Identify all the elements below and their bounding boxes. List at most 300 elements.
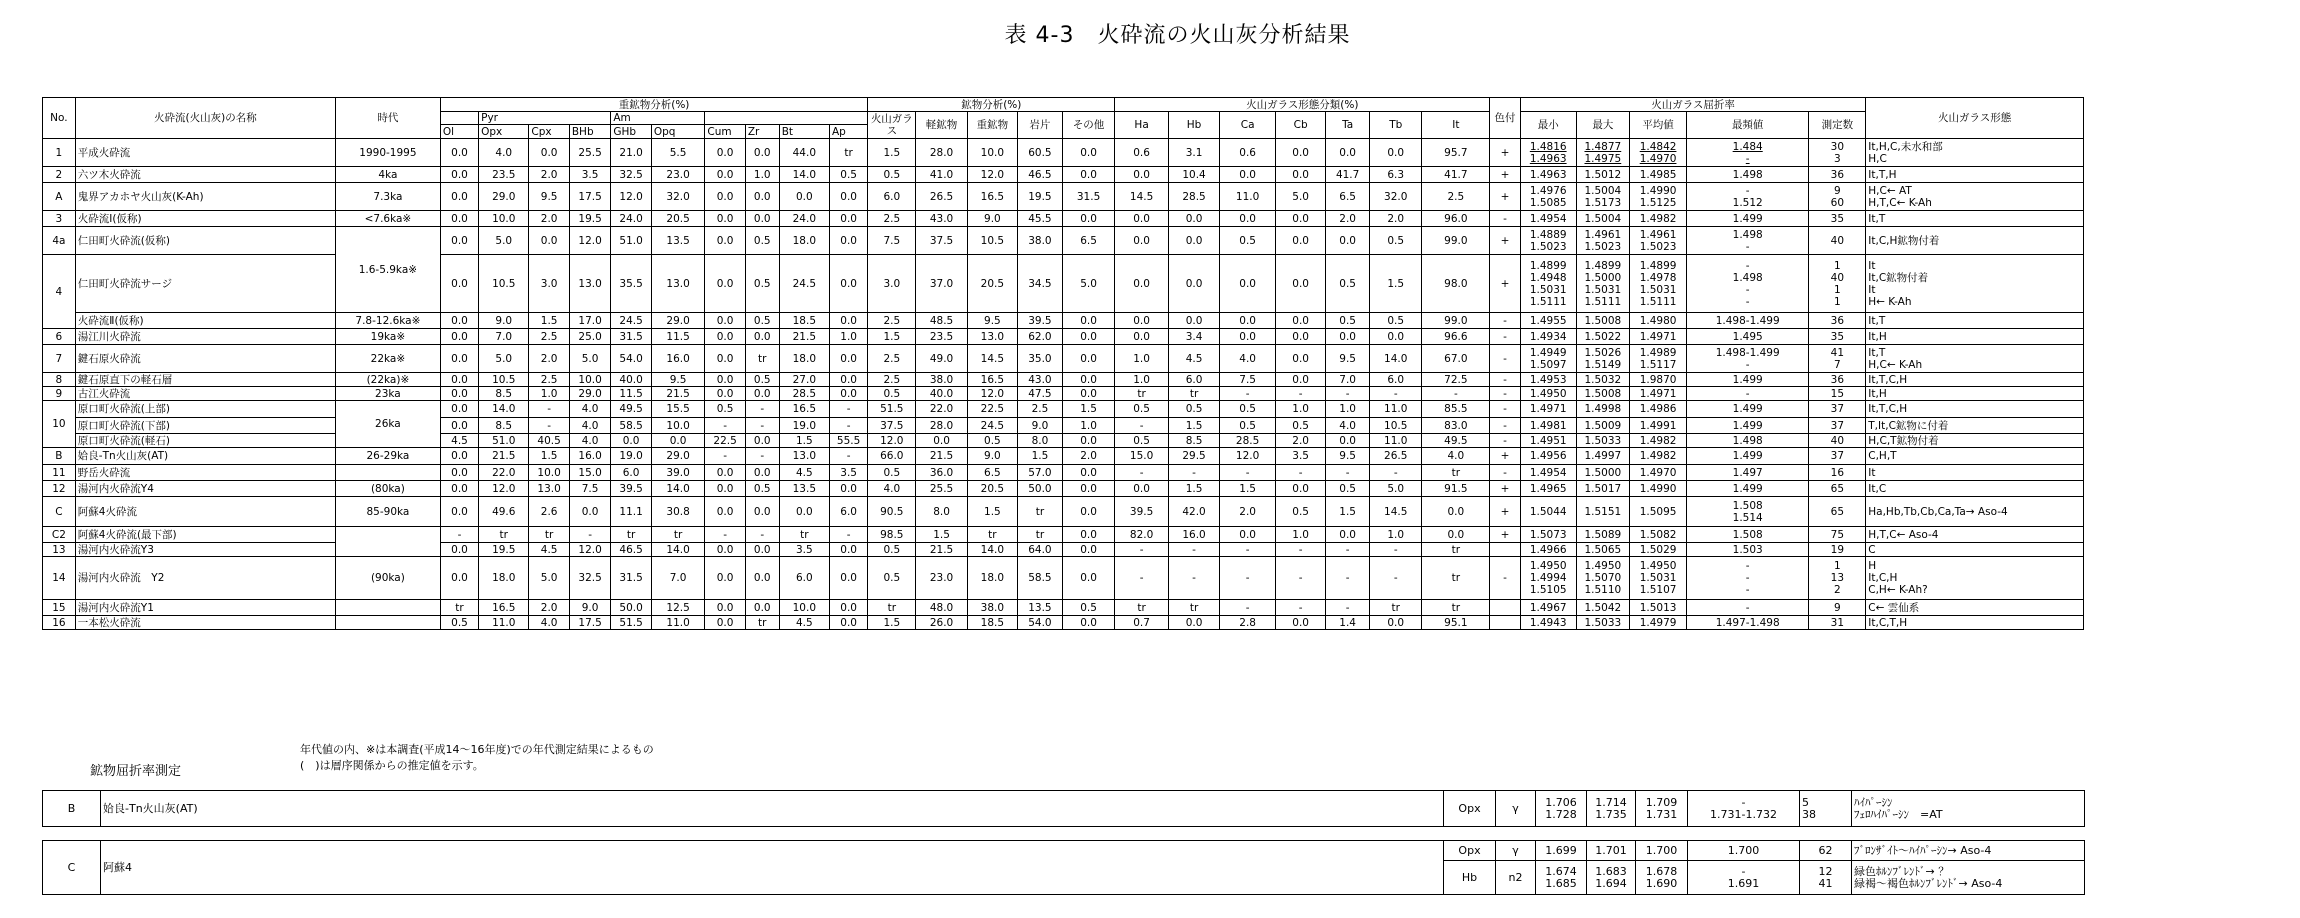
glass-value: 0.5 [1276, 418, 1326, 434]
refr-max: 1.5008 [1576, 313, 1630, 329]
glass-value: 0.5 [1220, 418, 1276, 434]
row-no: B [43, 448, 76, 465]
row-no: 9 [43, 387, 76, 401]
refr-avg: 1.4990 [1630, 481, 1687, 497]
glass-value: 0.0 [1220, 211, 1276, 227]
glass-value: 0.0 [1168, 616, 1219, 630]
color-sign: - [1490, 211, 1521, 227]
glass-shape: T,It,C鉱物に付着 [1866, 418, 2084, 434]
glass-value: 0.0 [1326, 139, 1370, 167]
mineral-value: 0.0 [1062, 465, 1114, 481]
row-no: 13 [43, 543, 76, 557]
row-no: 4a [43, 227, 76, 255]
glass-value: - [1115, 557, 1169, 600]
mineral-value: 0.0 [1062, 616, 1114, 630]
color-sign: - [1490, 345, 1521, 373]
heavy-value: 4.5 [779, 465, 829, 481]
glass-value: 29.5 [1168, 448, 1219, 465]
heavy-value: tr [651, 527, 705, 543]
heavy-value: 0.0 [705, 167, 745, 183]
heavy-value: 0.0 [440, 373, 478, 387]
mineral-value: 10.5 [967, 227, 1017, 255]
glass-value: 0.5 [1276, 497, 1326, 527]
row-name: 阿蘇4火砕流 [75, 497, 335, 527]
glass-value: 6.5 [1326, 183, 1370, 211]
header-it: It [1422, 112, 1490, 139]
mineral-value: 16.5 [967, 183, 1017, 211]
refr-mode: 1.498 [1686, 434, 1808, 448]
mineral-value: 64.0 [1018, 543, 1063, 557]
mineral-value: 40.0 [916, 387, 967, 401]
mineral-value: 0.0 [1062, 211, 1114, 227]
row-name: 原口町火砕流(下部) [75, 418, 335, 434]
heavy-value: 9.5 [651, 373, 705, 387]
heavy-value: 7.0 [651, 557, 705, 600]
header-glass-form: 火山ガラス形態分類(%) [1115, 98, 1490, 112]
glass-value: 0.5 [1115, 401, 1169, 418]
row-age: 4ka [335, 167, 440, 183]
row-no: 2 [43, 167, 76, 183]
heavy-value: - [440, 527, 478, 543]
heavy-value: 0.0 [440, 167, 478, 183]
heavy-value: 0.0 [829, 543, 867, 557]
glass-value: 0.0 [1168, 313, 1219, 329]
row-no: 14 [43, 557, 76, 600]
mineral-value: 2.0 [1062, 448, 1114, 465]
table-row [43, 616, 2084, 630]
glass-value: 5.0 [1370, 481, 1422, 497]
mineral-value: 0.5 [967, 434, 1017, 448]
header-ha: Ha [1115, 112, 1169, 139]
glass-value: 0.0 [1115, 255, 1169, 313]
heavy-value: 6.0 [779, 557, 829, 600]
glass-value: - [1276, 557, 1326, 600]
heavy-value: 8.5 [479, 387, 529, 401]
heavy-value: 0.0 [705, 345, 745, 373]
refr-avg: 1.9870 [1630, 373, 1687, 387]
heavy-value: 13.0 [651, 255, 705, 313]
mineral-value: 0.5 [868, 543, 916, 557]
glass-value: 2.5 [1422, 183, 1490, 211]
color-sign: - [1490, 557, 1521, 600]
table-body [43, 139, 2084, 630]
heavy-value: 0.0 [829, 255, 867, 313]
mineral-value: 19.5 [1018, 183, 1063, 211]
mineral-value: 7.5 [868, 227, 916, 255]
glass-value: 1.0 [1115, 373, 1169, 387]
mineral-value: 13.0 [967, 329, 1017, 345]
glass-shape: It,T,H [1866, 167, 2084, 183]
refr-count: 36 [1809, 373, 1866, 387]
glass-shape: H,C← AT H,T,C← K-Ah [1866, 183, 2084, 211]
heavy-value: 2.0 [529, 345, 569, 373]
mineral-value: 0.5 [868, 167, 916, 183]
heavy-value: 9.0 [569, 600, 611, 616]
heavy-value: 32.0 [651, 183, 705, 211]
table-row [43, 527, 2084, 543]
mineral-value: 23.0 [916, 557, 967, 600]
mineral-value: 1.0 [1062, 418, 1114, 434]
glass-value: 11.0 [1220, 183, 1276, 211]
mineral-value: 0.5 [868, 557, 916, 600]
refr-max: 1.5032 [1576, 373, 1630, 387]
row-name: 一本松火砕流 [75, 616, 335, 630]
heavy-value: 0.0 [440, 418, 478, 434]
heavy-value: 49.5 [611, 401, 651, 418]
heavy-value: 51.5 [611, 616, 651, 630]
glass-value: - [1370, 465, 1422, 481]
glass-value: 83.0 [1422, 418, 1490, 434]
heavy-value: 0.0 [440, 329, 478, 345]
heavy-value: 10.5 [479, 255, 529, 313]
glass-value: - [1168, 557, 1219, 600]
glass-value: 95.7 [1422, 139, 1490, 167]
refr-mode: - 1.512 [1686, 183, 1808, 211]
header-ta: Ta [1326, 112, 1370, 139]
refr-min: 1.4899 1.4948 1.5031 1.5111 [1520, 255, 1576, 313]
table-row [43, 313, 2084, 329]
mineral-value: 0.0 [1062, 543, 1114, 557]
heavy-value: 29.0 [651, 313, 705, 329]
glass-value: 14.5 [1370, 497, 1422, 527]
mineral-value: 43.0 [1018, 373, 1063, 387]
heavy-value: - [529, 401, 569, 418]
heavy-value: - [829, 418, 867, 434]
mineral-value: 9.0 [1018, 418, 1063, 434]
glass-value: 0.0 [1220, 527, 1276, 543]
glass-value: 0.0 [1276, 139, 1326, 167]
refr-mode: 1.503 [1686, 543, 1808, 557]
mineral-value: 48.5 [916, 313, 967, 329]
heavy-value: 10.0 [651, 418, 705, 434]
heavy-value: 0.0 [745, 329, 779, 345]
glass-value: 1.0 [1276, 527, 1326, 543]
refr-count: 40 [1809, 227, 1866, 255]
refr-count: 40 [1809, 434, 1866, 448]
color-sign: + [1490, 448, 1521, 465]
refr-max: 1.5089 [1576, 527, 1630, 543]
heavy-value: 0.0 [440, 139, 478, 167]
mineral-value: 0.0 [1062, 313, 1114, 329]
mineral-value: 8.0 [916, 497, 967, 527]
refr-max: 1.4998 [1576, 401, 1630, 418]
glass-shape: H It,C,H C,H← K-Ah? [1866, 557, 2084, 600]
row-age: 22ka※ [335, 345, 440, 373]
mineral-value: 37.5 [916, 227, 967, 255]
heavy-value: 51.0 [479, 434, 529, 448]
glass-value: 3.5 [1276, 448, 1326, 465]
mineral-value: 1.5 [868, 616, 916, 630]
heavy-value: 21.0 [611, 139, 651, 167]
refr-count: 31 [1809, 616, 1866, 630]
heavy-value: 19.5 [479, 543, 529, 557]
mineral-value: 38.0 [1018, 227, 1063, 255]
mineral-value: 39.5 [1018, 313, 1063, 329]
refr-min: 1.4956 [1520, 448, 1576, 465]
refr-mode: - [1686, 387, 1808, 401]
glass-value: 28.5 [1220, 434, 1276, 448]
glass-value: - [1276, 600, 1326, 616]
glass-value: 26.5 [1370, 448, 1422, 465]
row-name: 姶良-Tn火山灰(AT) [75, 448, 335, 465]
heavy-value: 18.5 [779, 313, 829, 329]
mineral-c-avg: 1.700 [1636, 841, 1688, 861]
heavy-value: 0.0 [705, 465, 745, 481]
refr-max: 1.5009 [1576, 418, 1630, 434]
glass-value: 96.0 [1422, 211, 1490, 227]
heavy-value: 7.5 [569, 481, 611, 497]
glass-value: - [1276, 387, 1326, 401]
heavy-value: 2.0 [529, 167, 569, 183]
header-ap: Ap [829, 125, 867, 139]
refr-mode: - [1686, 600, 1808, 616]
glass-value: 0.0 [1115, 167, 1169, 183]
heavy-value: 0.0 [440, 227, 478, 255]
header-hb: Hb [1168, 112, 1219, 139]
row-age: 7.3ka [335, 183, 440, 211]
mineral-value: 16.5 [967, 373, 1017, 387]
heavy-value: 7.0 [479, 329, 529, 345]
row-no: 3 [43, 211, 76, 227]
heavy-value: 0.0 [829, 211, 867, 227]
glass-value: tr [1422, 600, 1490, 616]
heavy-value: 6.0 [829, 497, 867, 527]
refr-max: 1.5026 1.5149 [1576, 345, 1630, 373]
mineral-value: 14.5 [967, 345, 1017, 373]
row-age: 1990-1995 [335, 139, 440, 167]
glass-value: 0.0 [1168, 255, 1219, 313]
color-sign: + [1490, 183, 1521, 211]
heavy-value: 35.5 [611, 255, 651, 313]
refr-count: 65 [1809, 481, 1866, 497]
heavy-value: - [705, 527, 745, 543]
heavy-value: - [569, 527, 611, 543]
heavy-value: 13.5 [651, 227, 705, 255]
heavy-value: 17.5 [569, 616, 611, 630]
glass-value: 0.0 [1115, 227, 1169, 255]
mineral-value: 37.5 [868, 418, 916, 434]
refr-avg: 1.5082 [1630, 527, 1687, 543]
mineral-value: 21.5 [916, 448, 967, 465]
mineral-value: 1.5 [967, 497, 1017, 527]
heavy-value: 0.0 [529, 227, 569, 255]
heavy-value: 5.0 [569, 345, 611, 373]
glass-value: - [1326, 465, 1370, 481]
heavy-value: 1.5 [529, 448, 569, 465]
mineral-value: 10.0 [967, 139, 1017, 167]
mineral-value: 13.5 [1018, 600, 1063, 616]
header-opx: Opx [479, 125, 529, 139]
mineral-value: 0.0 [1062, 527, 1114, 543]
heavy-value: 0.0 [705, 183, 745, 211]
mineral-value: 0.0 [1062, 497, 1114, 527]
glass-value: 0.0 [1276, 227, 1326, 255]
refr-count: 37 [1809, 418, 1866, 434]
heavy-value: - [745, 401, 779, 418]
heavy-value: 39.0 [651, 465, 705, 481]
glass-shape: C [1866, 543, 2084, 557]
heavy-value: 23.5 [479, 167, 529, 183]
row-age: 1.6-5.9ka※ [335, 227, 440, 313]
refr-min: 1.4950 [1520, 387, 1576, 401]
mineral-value: 12.0 [967, 387, 1017, 401]
heavy-value: 16.0 [569, 448, 611, 465]
refr-max: 1.5004 [1576, 211, 1630, 227]
heavy-value: 0.0 [651, 434, 705, 448]
row-name: 湯河内火砕流Y3 [75, 543, 335, 557]
color-sign: - [1490, 401, 1521, 418]
mineral-value: 21.5 [916, 543, 967, 557]
heavy-value: 25.5 [569, 139, 611, 167]
refr-count: 41 7 [1809, 345, 1866, 373]
glass-value: - [1220, 465, 1276, 481]
glass-value: - [1115, 465, 1169, 481]
glass-value: 0.5 [1220, 401, 1276, 418]
heavy-value: 2.5 [529, 329, 569, 345]
glass-value: 39.5 [1115, 497, 1169, 527]
heavy-value: 0.0 [829, 373, 867, 387]
glass-value: 28.5 [1168, 183, 1219, 211]
heavy-value: 46.5 [611, 543, 651, 557]
header-bhb: BHb [569, 125, 611, 139]
heavy-value: 0.5 [745, 255, 779, 313]
heavy-value: tr [779, 527, 829, 543]
glass-value: 8.5 [1168, 434, 1219, 448]
mineral-value: 34.5 [1018, 255, 1063, 313]
heavy-value: 16.5 [779, 401, 829, 418]
glass-value: 15.0 [1115, 448, 1169, 465]
color-sign: + [1490, 167, 1521, 183]
header-glass-shape: 火山ガラス形態 [1866, 98, 2084, 139]
heavy-value: 0.0 [829, 481, 867, 497]
glass-value: 6.0 [1168, 373, 1219, 387]
table-row [43, 481, 2084, 497]
heavy-value: - [829, 448, 867, 465]
heavy-value: 0.0 [745, 600, 779, 616]
row-name: 阿蘇4火砕流(最下部) [75, 527, 335, 543]
refr-mode: 1.499 [1686, 448, 1808, 465]
color-sign: - [1490, 434, 1521, 448]
color-sign: + [1490, 255, 1521, 313]
mineral-b-avg: 1.709 1.731 [1636, 791, 1688, 827]
note-line: ( )は層序関係からの推定値を示す。 [300, 759, 484, 772]
glass-shape: It [1866, 465, 2084, 481]
table-row [43, 373, 2084, 387]
header-pyr: Pyr [479, 112, 611, 125]
header-cpx: Cpx [529, 125, 569, 139]
row-age [335, 616, 440, 630]
row-no: 4 [43, 255, 76, 329]
glass-shape: It,H,C,未水和部 H,C [1866, 139, 2084, 167]
heavy-value: 0.0 [745, 387, 779, 401]
glass-value: 41.7 [1422, 167, 1490, 183]
row-age: 19ka※ [335, 329, 440, 345]
mineral-value: 47.5 [1018, 387, 1063, 401]
color-sign: + [1490, 227, 1521, 255]
glass-value: 0.0 [1326, 434, 1370, 448]
mineral-c-mineral: Opx [1444, 841, 1496, 861]
mineral-value: 22.0 [916, 401, 967, 418]
mineral-b-min: 1.706 1.728 [1536, 791, 1587, 827]
mineral-refraction-title: 鉱物屈折率測定 [90, 764, 182, 779]
heavy-value: 0.0 [440, 211, 478, 227]
glass-value: tr [1168, 387, 1219, 401]
heavy-value: 0.0 [611, 434, 651, 448]
row-age: 7.8-12.6ka※ [335, 313, 440, 329]
glass-value: 2.0 [1370, 211, 1422, 227]
heavy-value: tr [529, 527, 569, 543]
heavy-value: 1.5 [779, 434, 829, 448]
glass-value: 16.0 [1168, 527, 1219, 543]
glass-value: 0.0 [1276, 329, 1326, 345]
row-name: 六ツ木火砕流 [75, 167, 335, 183]
glass-value: tr [1370, 600, 1422, 616]
row-age: 26-29ka [335, 448, 440, 465]
mineral-value: 9.0 [967, 211, 1017, 227]
table-row [43, 211, 2084, 227]
row-no: 8 [43, 373, 76, 387]
mineral-value: 48.0 [916, 600, 967, 616]
mineral-value: 36.0 [916, 465, 967, 481]
glass-value: - [1326, 543, 1370, 557]
mineral-value: 0.5 [1062, 600, 1114, 616]
mineral-value: 2.5 [868, 373, 916, 387]
mineral-c-axis: γ [1496, 841, 1536, 861]
heavy-value: 1.0 [829, 329, 867, 345]
mineral-c-mineral: Hb [1444, 861, 1496, 895]
row-name: 古江火砕流 [75, 387, 335, 401]
glass-value: 10.5 [1370, 418, 1422, 434]
heavy-value: 4.0 [569, 401, 611, 418]
heavy-value: 9.0 [479, 313, 529, 329]
glass-shape: H,C,T鉱物付着 [1866, 434, 2084, 448]
heavy-value: 0.5 [829, 167, 867, 183]
row-age: 26ka [335, 401, 440, 448]
row-age: <7.6ka※ [335, 211, 440, 227]
glass-value: 1.0 [1326, 401, 1370, 418]
mineral-value: 45.5 [1018, 211, 1063, 227]
mineral-c-form: 緑色ﾎﾙﾝﾌﾞﾚﾝﾄﾞ→ ？ 緑褐～褐色ﾎﾙﾝﾌﾞﾚﾝﾄﾞ→ Aso-4 [1852, 861, 2085, 895]
glass-shape: It,C [1866, 481, 2084, 497]
header-bt: Bt [779, 125, 829, 139]
heavy-value: 19.0 [779, 418, 829, 434]
heavy-value: 0.0 [705, 255, 745, 313]
header-avg: 平均値 [1630, 112, 1687, 139]
glass-value: 42.0 [1168, 497, 1219, 527]
refr-mode: 1.498-1.499 [1686, 313, 1808, 329]
refr-min: 1.4954 [1520, 211, 1576, 227]
heavy-value: 10.5 [479, 373, 529, 387]
table-row [43, 448, 2084, 465]
heavy-value: 0.0 [829, 600, 867, 616]
mineral-value: 1.5 [1062, 401, 1114, 418]
row-name: 野岳火砕流 [75, 465, 335, 481]
glass-value: 0.5 [1370, 313, 1422, 329]
heavy-value: 4.5 [779, 616, 829, 630]
heavy-value: 1.0 [745, 167, 779, 183]
heavy-value: 12.0 [569, 543, 611, 557]
table-row [43, 167, 2084, 183]
refr-avg: 1.4986 [1630, 401, 1687, 418]
header-refractive-index: 火山ガラス屈折率 [1520, 98, 1865, 112]
glass-shape: It,T,C,H [1866, 373, 2084, 387]
heavy-value: 31.5 [611, 557, 651, 600]
heavy-value: 1.5 [529, 313, 569, 329]
refr-count: 75 [1809, 527, 1866, 543]
heavy-value: 49.6 [479, 497, 529, 527]
refr-max: 1.5000 [1576, 465, 1630, 481]
glass-value: 11.0 [1370, 401, 1422, 418]
